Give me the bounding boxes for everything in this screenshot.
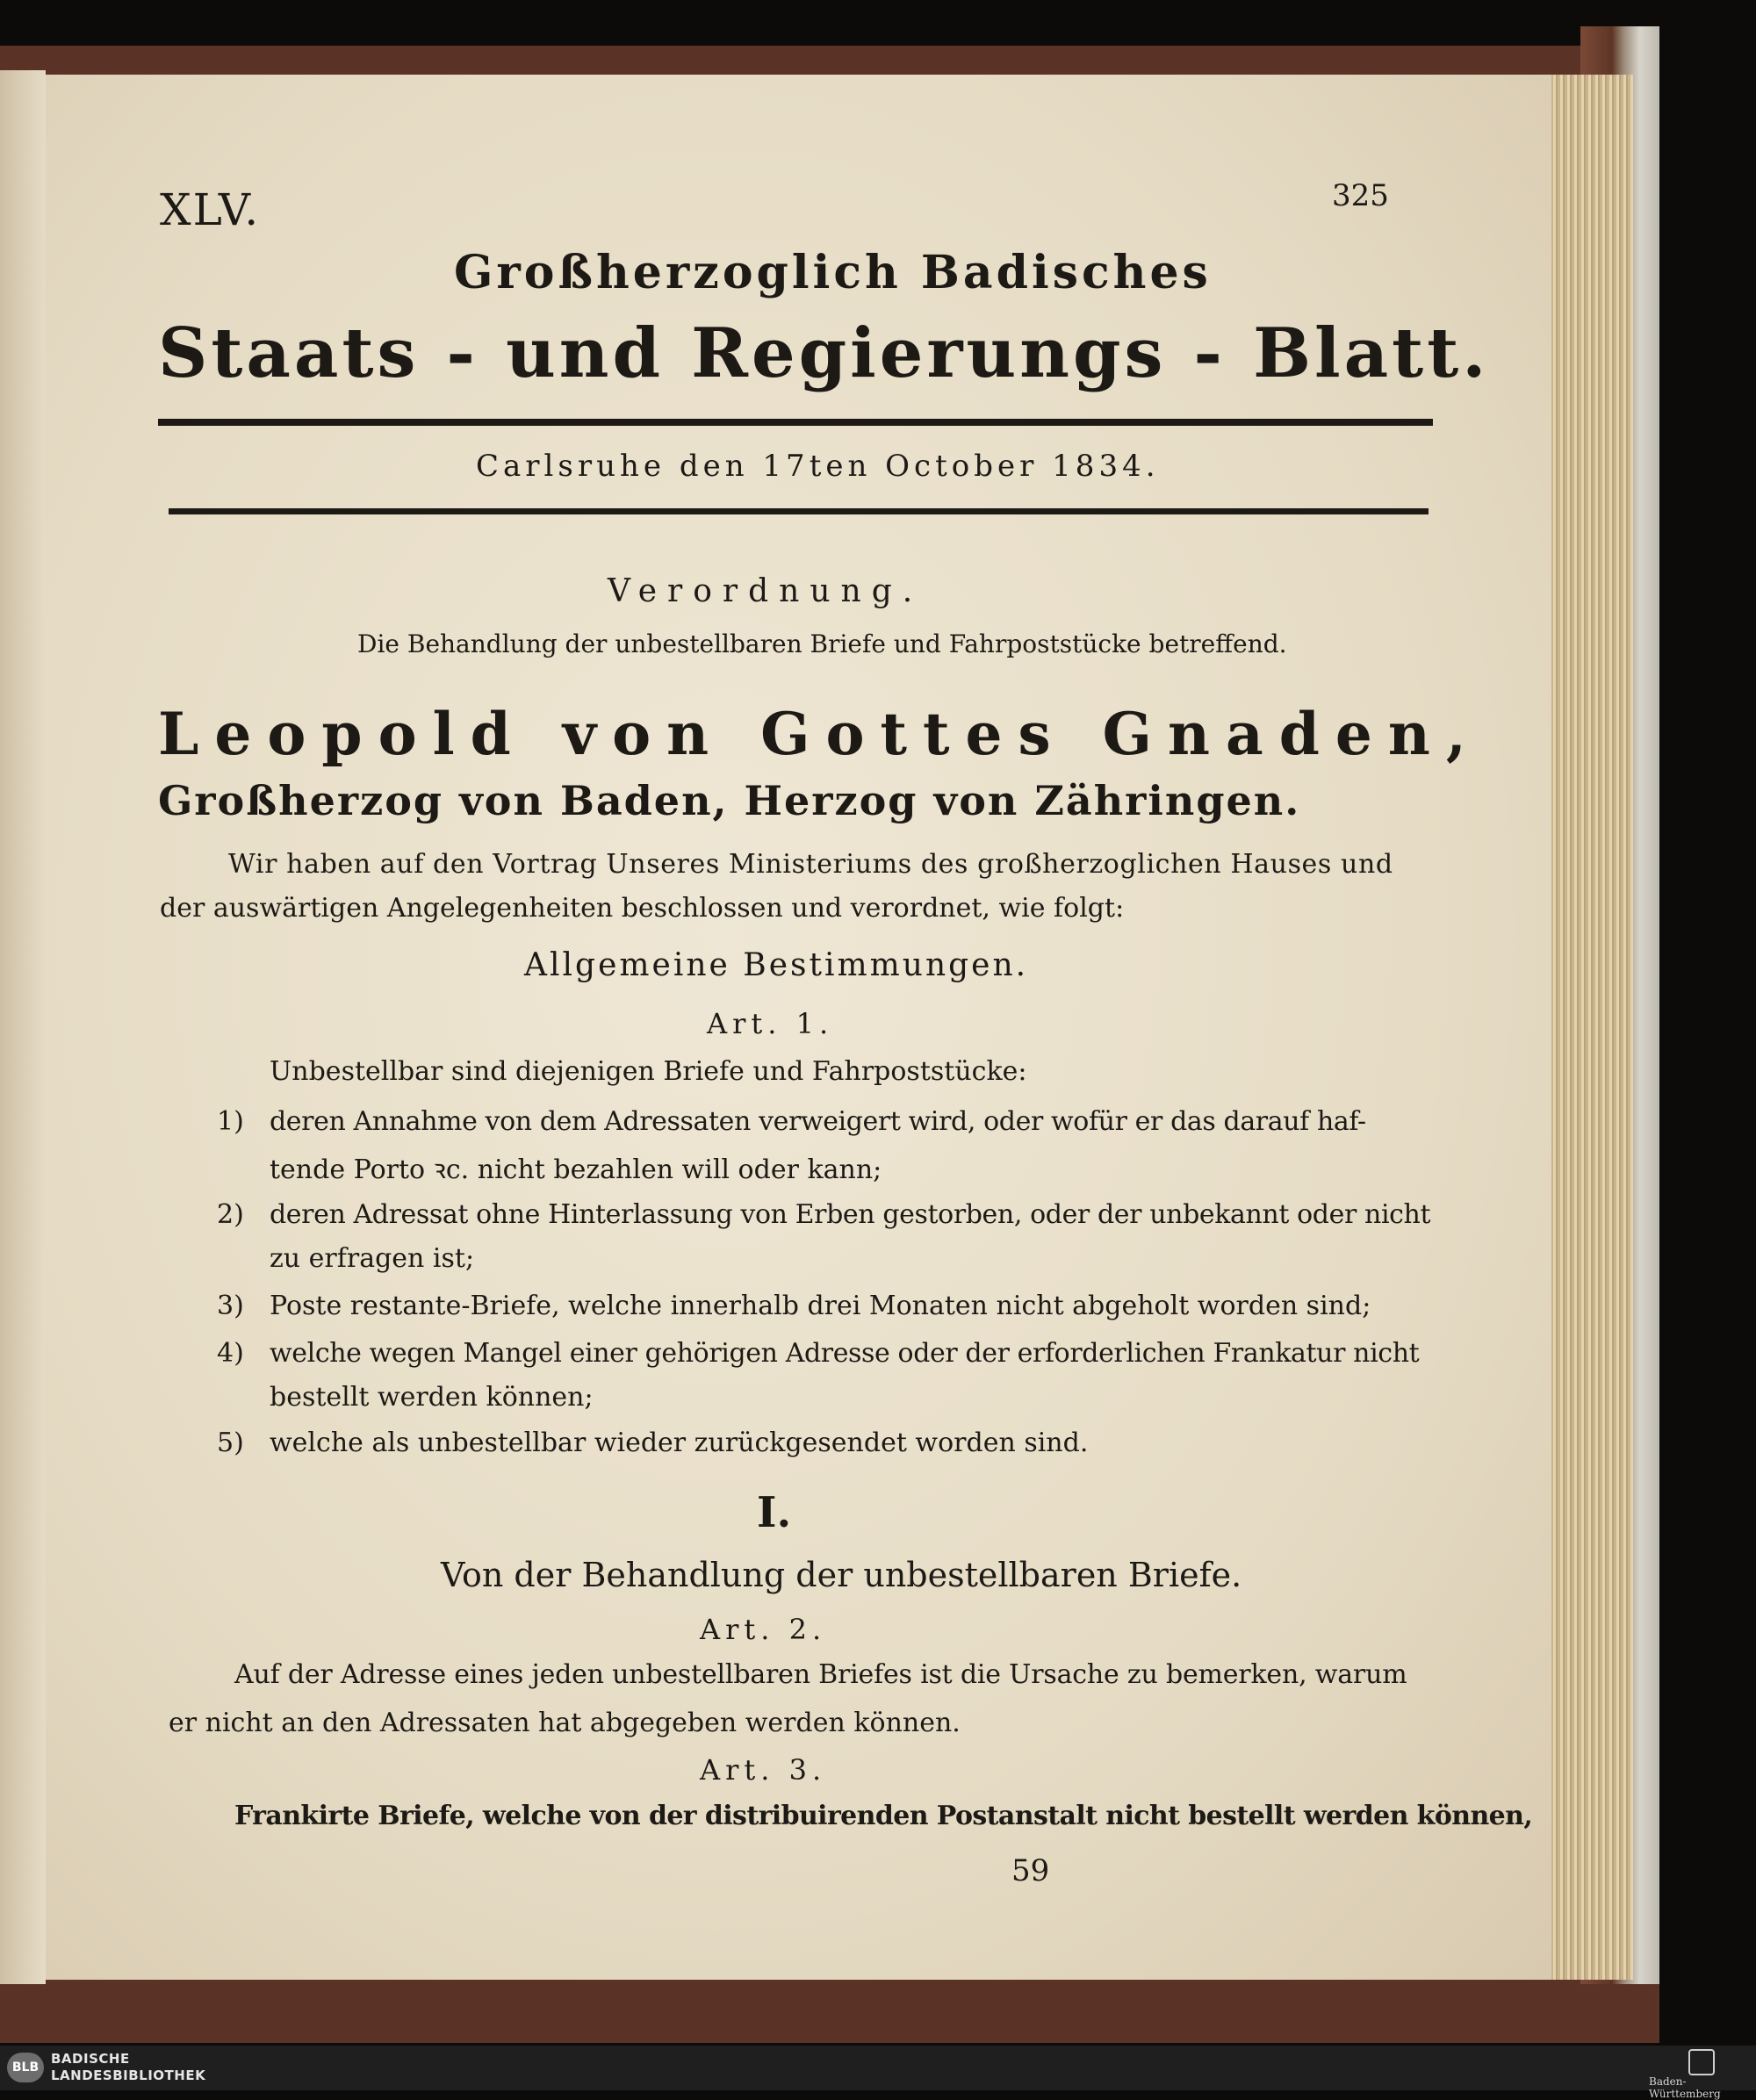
item-2-number: 2)	[217, 1199, 244, 1230]
library-name-line2: LANDESBIBLIOTHEK	[51, 2068, 206, 2083]
state-label: Baden-Württemberg	[1649, 2075, 1721, 2100]
item-4-line1: welche wegen Mangel einer gehörigen Adresse oder der erforderlichen Frankatur nicht	[270, 1338, 1420, 1369]
item-2-line2: zu erfragen ist;	[270, 1243, 475, 1274]
library-name-line1: BADISCHE	[51, 2051, 130, 2067]
item-3-line1: Poste restante-Briefe, welche innerhalb drei Monaten nicht abgeholt worden sind;	[270, 1291, 1371, 1321]
item-4-number: 4)	[217, 1338, 244, 1369]
state-emblem-icon	[1688, 2049, 1715, 2075]
item-3-number: 3)	[217, 1291, 244, 1321]
general-title: Allgemeine Bestimmungen.	[524, 947, 1029, 983]
section-title: Von der Behandlung der unbestellbaren Briefe.	[441, 1556, 1242, 1594]
item-5-number: 5)	[217, 1428, 244, 1458]
decree-subject: Die Behandlung der unbestellbaren Briefe und Fahrpoststücke betreffend.	[357, 629, 1287, 658]
art2-label: Art. 2.	[700, 1613, 827, 1646]
art3-label: Art. 3.	[700, 1753, 827, 1787]
masthead-line1: Großherzoglich Badisches	[454, 246, 1212, 299]
signature-mark: 59	[1011, 1853, 1050, 1888]
section-numeral: I.	[757, 1488, 792, 1537]
item-1-line2: tende Porto ꝛc. nicht bezahlen will oder kann;	[270, 1154, 882, 1185]
preamble-line1: Wir haben auf den Vortrag Unseres Ministeriums des großherzoglichen Hauses und	[228, 849, 1393, 880]
art2-line2: er nicht an den Adressaten hat abgegeben werden können.	[169, 1708, 961, 1738]
masthead-line2: Staats - und Regierungs - Blatt.	[158, 313, 1490, 393]
issue-number: XLV.	[160, 184, 261, 235]
decree-heading: Verordnung.	[608, 573, 924, 609]
sovereign-line1: Leopold von Gottes Gnaden,	[158, 700, 1482, 768]
viewer-footer	[0, 2046, 1756, 2100]
page-number: 325	[1332, 178, 1389, 213]
art3-line1: Frankirte Briefe, welche von der distribuirenden Postanstalt nicht bestellt werden können,	[234, 1801, 1533, 1831]
preamble-line2: der auswärtigen Angelegenheiten beschlossen und verordnet, wie folgt:	[160, 893, 1125, 924]
scanned-page	[46, 75, 1551, 1980]
sovereign-line2: Großherzog von Baden, Herzog von Zähringen.	[158, 777, 1301, 824]
item-1-number: 1)	[217, 1106, 244, 1137]
art2-line1: Auf der Adresse eines jeden unbestellbaren Briefes ist die Ursache zu bemerken, warum	[234, 1659, 1407, 1690]
date-line: Carlsruhe den 17ten October 1834.	[476, 449, 1160, 484]
library-logo[interactable]: BLB	[7, 2053, 44, 2082]
art1-intro: Unbestellbar sind diejenigen Briefe und Fahrpoststücke:	[270, 1056, 1027, 1087]
rule-top	[158, 419, 1433, 426]
item-4-line2: bestellt werden können;	[270, 1382, 594, 1413]
rule-bottom	[169, 508, 1429, 514]
facing-page-edge	[0, 70, 46, 1984]
item-2-line1: deren Adressat ohne Hinterlassung von Erben gestorben, oder der unbekannt oder nicht	[270, 1199, 1431, 1230]
item-1-line1: deren Annahme von dem Adressaten verweigert wird, oder wofür er das darauf haf-	[270, 1106, 1366, 1137]
item-5-line1: welche als unbestellbar wieder zurückgesendet worden sind.	[270, 1428, 1089, 1458]
art1-label: Art. 1.	[707, 1007, 834, 1040]
